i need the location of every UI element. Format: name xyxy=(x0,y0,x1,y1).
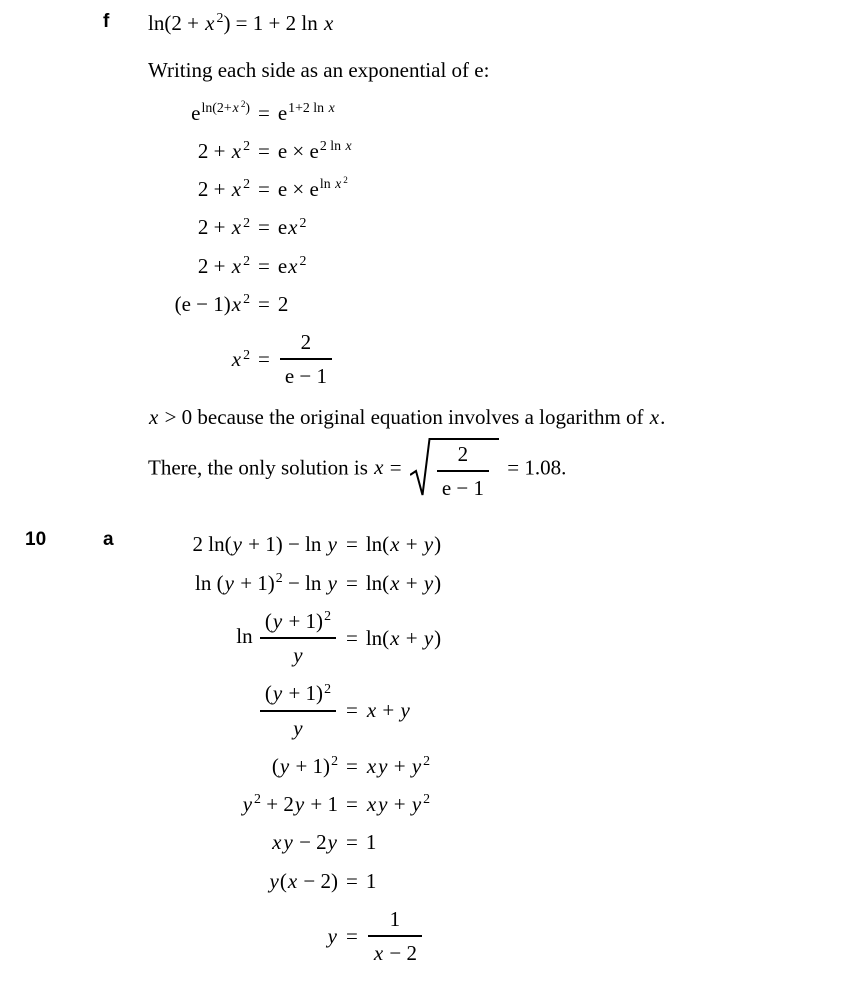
superscript: ln(2+x 2) xyxy=(201,98,250,115)
variable: y xyxy=(272,608,283,633)
denominator xyxy=(260,637,336,668)
equation-lhs xyxy=(148,923,338,949)
equation-lhs: 2 + x $^2$ xyxy=(197,214,250,240)
superscript: 2 xyxy=(243,138,250,154)
superscript: 2 xyxy=(243,252,250,268)
numerator: 2 xyxy=(300,330,312,354)
variable: x xyxy=(231,177,242,201)
variable: y xyxy=(269,868,279,893)
denominator: e − 1 xyxy=(437,470,489,501)
equals-sign: = xyxy=(258,291,270,316)
variable: y xyxy=(423,625,434,650)
original-equation-f: ln(2 + x $^2$) = 1 + 2 ln x xyxy=(148,10,334,35)
variable: y xyxy=(327,570,337,595)
variable: y xyxy=(378,753,388,778)
variable: x xyxy=(366,698,377,723)
equation-rhs xyxy=(278,329,334,390)
fraction xyxy=(260,680,336,741)
variable: y xyxy=(411,792,422,816)
equals-sign: = xyxy=(346,625,358,650)
superscript: 2 xyxy=(216,10,224,26)
square-root xyxy=(410,438,499,502)
numerator: 1 xyxy=(389,906,401,931)
variable: y xyxy=(378,792,388,816)
variable: x xyxy=(373,941,384,965)
superscript: 2 xyxy=(324,680,331,696)
radical-sign-icon xyxy=(410,438,432,500)
equation-row xyxy=(148,680,864,741)
variable: x xyxy=(232,99,239,115)
variable: x xyxy=(374,455,384,480)
equation-row xyxy=(148,906,864,967)
variable: x xyxy=(345,138,352,154)
equation-row xyxy=(148,570,864,596)
variable: x xyxy=(231,215,242,240)
variable: y xyxy=(224,570,234,595)
equation-lhs: $\ln (y + 1)^2 - \ln y$ xyxy=(195,569,337,595)
equation-rhs: ex $^2$ xyxy=(277,214,307,240)
superscript: 2 xyxy=(243,214,250,230)
variable: y xyxy=(293,715,303,740)
equation-lhs: $e^{ln(2+x ^2)}$ xyxy=(191,98,250,125)
equals-sign: = xyxy=(346,753,358,778)
variable: x xyxy=(649,404,660,429)
superscript: 2 ln x xyxy=(319,138,352,154)
equation-rhs: 2 xyxy=(277,291,289,316)
superscript: 2 xyxy=(243,346,250,362)
variable: y xyxy=(423,532,434,557)
solution-statement: There, the only solution is x = $\frac{2}{e - 1}$ = 1.08. xyxy=(148,438,864,502)
fraction xyxy=(437,441,489,502)
variable: y xyxy=(279,753,290,778)
superscript: 2 xyxy=(299,252,307,268)
numerator: $(y + 1)^2$ xyxy=(264,680,331,706)
variable: x xyxy=(149,404,159,429)
superscript: 2 xyxy=(243,291,250,307)
equation-lhs: y(x − 2) xyxy=(269,868,338,893)
equals-sign: = xyxy=(346,570,358,595)
superscript: 2 xyxy=(331,753,338,769)
equation-rhs: 1 xyxy=(365,868,377,893)
variable: y xyxy=(327,830,337,855)
equation-row xyxy=(148,214,864,240)
equals-sign: = xyxy=(346,830,358,855)
aligned-equations-10a xyxy=(148,519,864,978)
superscript: 2 xyxy=(275,569,283,585)
equals-sign: = xyxy=(346,923,358,948)
variable: x xyxy=(390,532,400,557)
variable: x xyxy=(231,347,242,372)
equals-sign: = xyxy=(258,215,270,240)
working-intro-text: Writing each side as an exponential of e: xyxy=(148,58,490,83)
variable: x xyxy=(366,792,377,816)
equation-lhs: 2 ln(y + 1) − ln y xyxy=(192,532,337,557)
equation-row xyxy=(148,329,864,390)
variable: y xyxy=(242,792,253,816)
equation-row xyxy=(148,791,864,817)
equation-row xyxy=(148,176,864,202)
equation-lhs xyxy=(148,680,338,741)
equation-rhs: $e \times e^{2 ln x}$ xyxy=(277,138,352,163)
variable: x xyxy=(335,176,342,192)
equation-lhs: xy − 2y xyxy=(272,830,337,855)
equation-row xyxy=(148,829,864,855)
fraction xyxy=(260,608,336,669)
equation-lhs: 2 + x $^2$ xyxy=(197,176,250,201)
equation-rhs: $e \times e^{ln x ^2}$ xyxy=(277,175,348,201)
variable: x xyxy=(205,11,215,35)
equation-rhs: x + y xyxy=(366,698,410,723)
superscript: 2 xyxy=(324,608,331,624)
part-label-f: f xyxy=(103,11,110,32)
superscript: 2 xyxy=(240,98,246,109)
variable: x xyxy=(231,253,242,278)
variable: x xyxy=(366,753,377,778)
equation-row xyxy=(148,253,864,279)
equals-sign: = xyxy=(346,532,358,557)
equation-rhs: ln(x + y) xyxy=(365,625,442,650)
variable: y xyxy=(232,532,242,557)
variable: x xyxy=(390,625,400,650)
equals-sign: = xyxy=(346,792,358,816)
equation-lhs: $(y + 1)^2$ xyxy=(271,753,338,778)
variable: x xyxy=(231,138,242,163)
denominator xyxy=(260,710,336,741)
numerator: 2 xyxy=(457,441,469,466)
equals-sign: = xyxy=(258,253,270,278)
equation-row xyxy=(148,753,864,779)
superscript: 1+2 ln x xyxy=(288,99,335,115)
superscript: 2 xyxy=(243,176,250,192)
variable: x xyxy=(288,215,298,240)
equation-row xyxy=(148,608,864,669)
equation-lhs: y $^2$ + 2y + 1 xyxy=(242,791,338,816)
variable: y xyxy=(327,532,337,557)
superscript: 2 xyxy=(299,214,307,230)
equals-sign: = xyxy=(258,177,270,201)
variable: y xyxy=(283,830,293,855)
part-label-a: a xyxy=(103,529,114,551)
equation-rhs: xy + y $^2$ xyxy=(366,791,431,816)
variable: x xyxy=(328,99,335,115)
variable: y xyxy=(327,923,337,948)
superscript: 2 xyxy=(254,791,261,807)
equation-lhs xyxy=(148,346,250,372)
equals-sign: = xyxy=(346,698,358,723)
variable: x xyxy=(390,570,400,595)
variable: x xyxy=(288,253,298,278)
superscript: 2 xyxy=(423,791,431,807)
equation-row xyxy=(148,868,864,894)
variable: x xyxy=(272,830,282,855)
aligned-equations-f xyxy=(148,88,864,402)
equation-rhs: ln(x + y) xyxy=(365,570,442,595)
variable: y xyxy=(293,643,303,667)
variable: y xyxy=(294,792,305,816)
radicand xyxy=(432,438,499,502)
equals-sign: = xyxy=(258,100,270,125)
variable: x xyxy=(231,291,242,316)
superscript: 2 xyxy=(423,753,431,769)
equation-rhs: ln(x + y) xyxy=(365,532,442,557)
equation-rhs: xy + y $^2$ xyxy=(366,753,431,778)
superscript: ln x 2 xyxy=(319,175,348,192)
variable: x xyxy=(323,11,334,35)
equation-row xyxy=(148,138,864,164)
equation-rhs xyxy=(366,906,424,967)
equation-row xyxy=(148,100,864,126)
equation-lhs: (e − 1)x $^2$ xyxy=(174,291,250,316)
equation-rhs: ex $^2$ xyxy=(277,252,307,278)
denominator: x − 2 xyxy=(368,935,422,966)
equals-sign: = xyxy=(258,347,270,372)
equation-row xyxy=(148,531,864,557)
equals-sign: = xyxy=(258,138,270,163)
superscript: 2 xyxy=(343,175,348,186)
variable: y xyxy=(400,698,410,723)
variable: y xyxy=(411,753,422,778)
equation-lhs: ln $\frac{(y + 1)^2}{y}$ xyxy=(148,608,338,669)
variable: y xyxy=(272,681,283,706)
variable: x xyxy=(287,868,298,893)
denominator: e − 1 xyxy=(280,358,332,389)
solution-question-10a xyxy=(0,519,864,978)
equation-rhs: $e^{1+2 ln x}$ xyxy=(277,99,335,125)
variable: y xyxy=(423,570,434,595)
equation-lhs: 2 + x $^2$ xyxy=(197,252,250,278)
fraction xyxy=(368,906,422,967)
equation-rhs: 1 xyxy=(365,830,377,855)
domain-note: x > 0 because the original equation involves a logarithm of x. xyxy=(149,404,666,429)
equation-row xyxy=(148,291,864,317)
fraction xyxy=(280,329,332,390)
equals-sign: = xyxy=(346,868,358,893)
equation-lhs: 2 + x $^2$ xyxy=(197,138,250,163)
question-number: 10 xyxy=(25,529,47,551)
numerator: $(y + 1)^2$ xyxy=(264,608,331,633)
